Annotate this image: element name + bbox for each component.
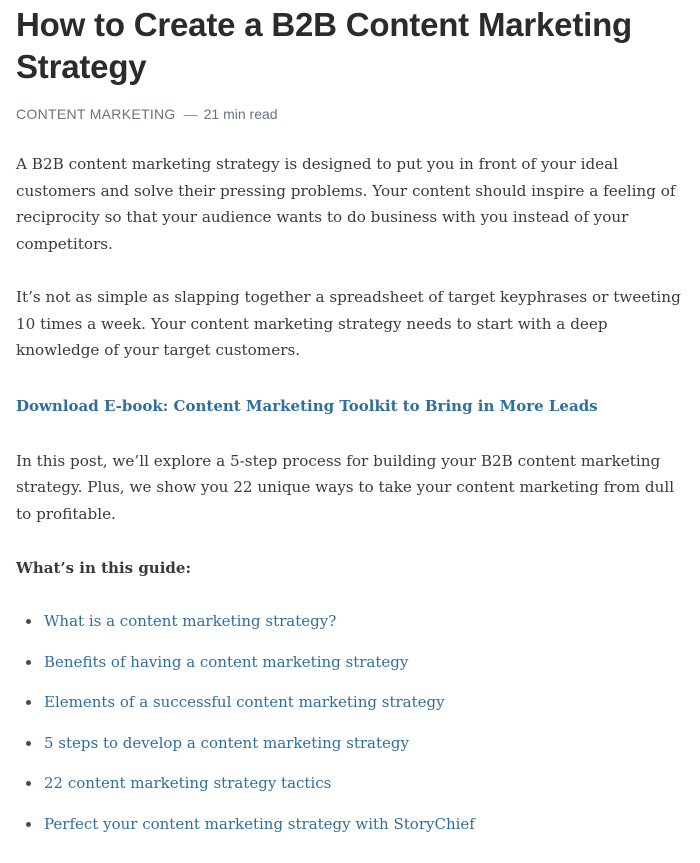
bullet-icon [26,619,31,624]
second-paragraph: It’s not as simple as slapping together a spreadsheet of target keyphrases or tweeting 10 times a week. Your content marketing strategy needs to start with a deep knowledge of your target customers. [16,288,681,359]
toc-link-tactics[interactable]: 22 content marketing strategy tactics [44,774,332,793]
guide-heading: What’s in this guide: [16,559,191,577]
bullet-icon [26,700,31,705]
intro-paragraph: A B2B content marketing strategy is designed to put you in front of your ideal customers and solve their pressing problems. Your content should inspire a feeling of reciprocity so that your audience wants to do business with you instead of your competitors. [16,155,676,253]
toc-link-benefits[interactable]: Benefits of having a content marketing strategy [44,652,409,671]
toc-item [16,608,686,649]
download-ebook-link[interactable]: Download E-book: Content Marketing Toolkit to Bring in More Leads [16,396,598,415]
third-paragraph: In this post, we’ll explore a 5-step process for building your B2B content marketing strategy. Plus, we show you 22 unique ways to take your content marketing from dull to profitable. [16,451,675,523]
table-of-contents [16,608,686,852]
bullet-icon [26,781,31,786]
toc-item [16,770,686,811]
bullet-icon [26,822,31,827]
bullet-icon [26,741,31,746]
toc-link-steps[interactable]: 5 steps to develop a content marketing strategy [44,733,409,752]
article-title: How to Create a B2B Content Marketing Strategy [16,6,633,85]
toc-item [16,649,686,690]
category-link[interactable]: CONTENT MARKETING [16,106,176,122]
article-meta [16,104,686,124]
toc-item [16,730,686,771]
bullet-icon [26,660,31,665]
toc-link-elements[interactable]: Elements of a successful content marketing strategy [44,693,445,712]
read-time: 21 min read [203,106,278,122]
toc-item [16,811,686,852]
article [16,0,686,852]
toc-link-what-is[interactable]: What is a content marketing strategy? [44,612,337,630]
toc-link-storychief[interactable]: Perfect your content marketing strategy with StoryChief [44,814,475,833]
toc-item [16,689,686,730]
meta-separator: — [183,106,198,122]
